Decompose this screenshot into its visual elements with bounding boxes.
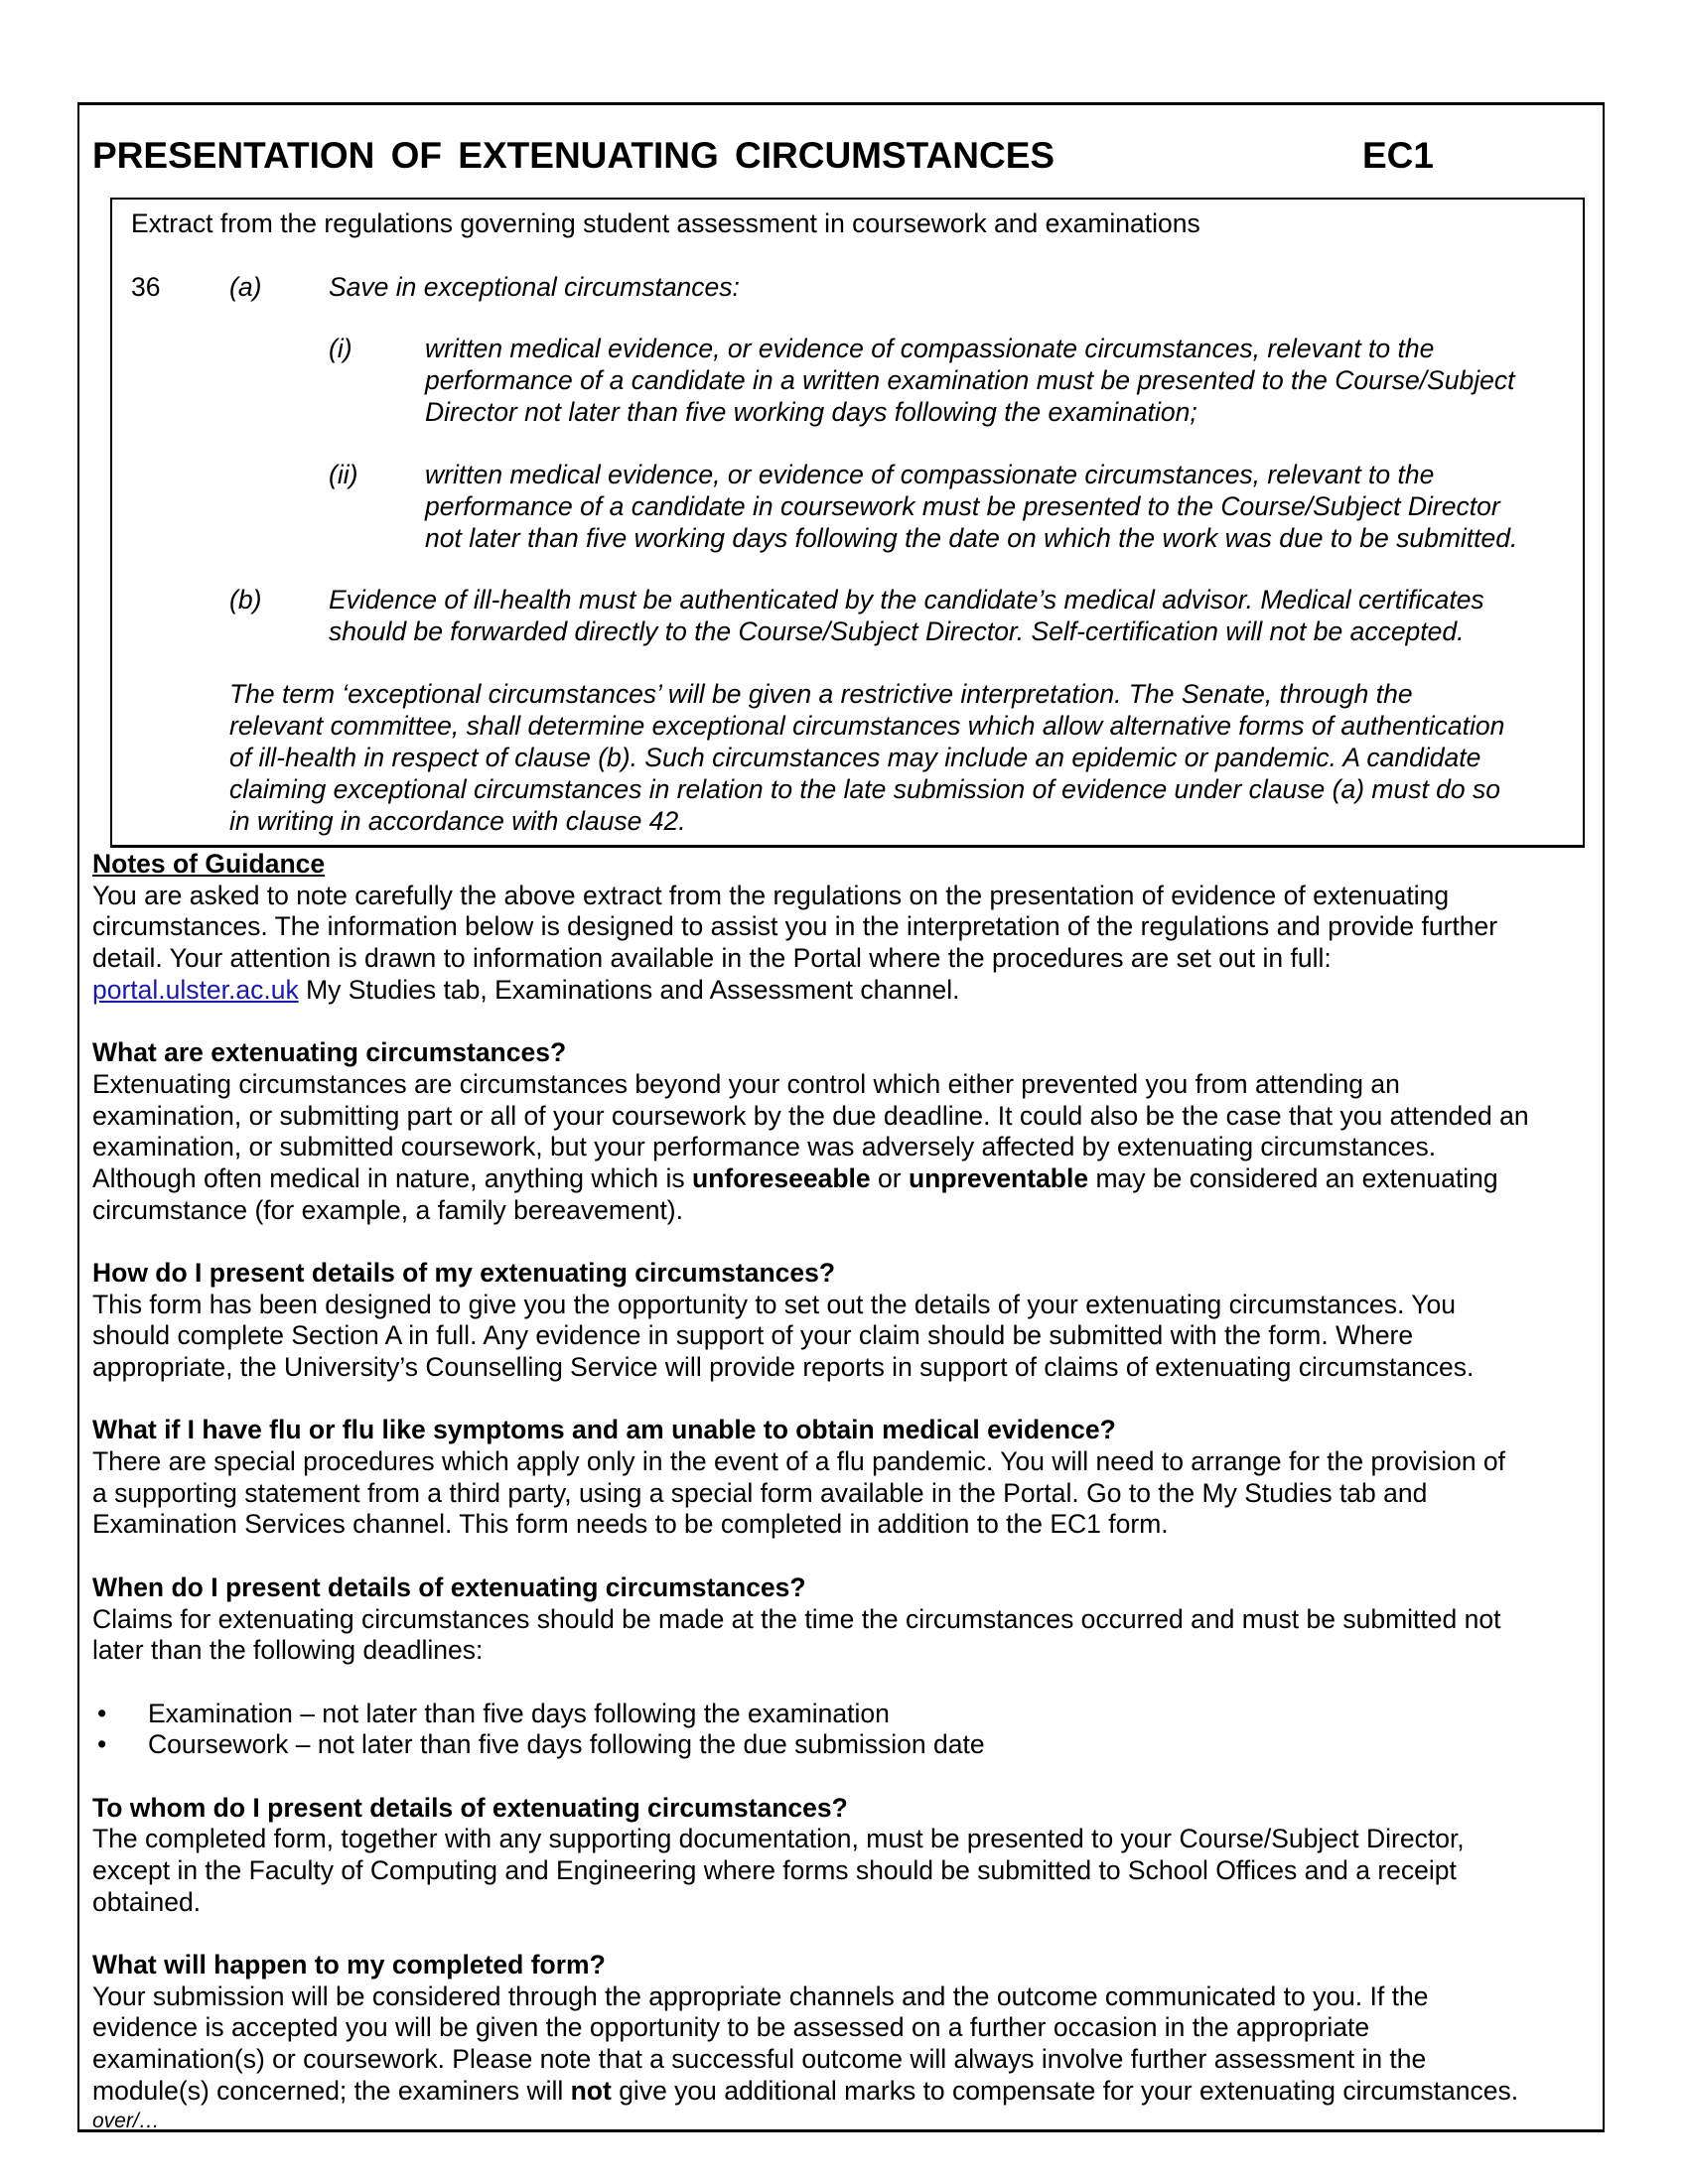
clause-a-label: (a): [229, 272, 262, 302]
emphasis-text: not: [570, 2075, 612, 2106]
text-line: relevant committee, shall determine exceptional circumstances which allow alternative forms of authentication: [229, 711, 1505, 741]
text-line: There are special procedures which apply only in the event of a flu pandemic. You will need to arrange for the provision of: [92, 1446, 1506, 1477]
text-line: evidence is accepted you will be given the opportunity to be assessed on a further occasion in the appropriate: [92, 2012, 1370, 2043]
spacer: [92, 1226, 1602, 1258]
text-line: examination, or submitted coursework, but your performance was adversely affected by extenuating circumstances.: [92, 1132, 1437, 1162]
text-line: circumstances. The information below is designed to assist you in the interpretation of the regulations and provide further: [92, 911, 1498, 942]
text-line: Your submission will be considered through the appropriate channels and the outcome communicated to you. If the: [92, 1980, 1429, 2011]
spacer: [92, 1667, 1602, 1699]
form-code: EC1: [1362, 135, 1434, 176]
text-line: Extenuating circumstances are circumstances beyond your control which either prevented you from attending an: [92, 1068, 1400, 1099]
text-line: This form has been designed to give you the opportunity to set out the details of your extenuating circumstances. You: [92, 1289, 1456, 1319]
bullet-item: [92, 1729, 1602, 1761]
text-line: Director not later than five working days following the examination;: [425, 397, 1197, 427]
text-line: examination(s) or coursework. Please note that a successful outcome will always involve further assessment in the: [92, 2044, 1427, 2075]
section-heading: What will happen to my completed form?: [92, 1950, 606, 1980]
continuation-note: over/…: [92, 2110, 160, 2132]
section-heading: What are extenuating circumstances?: [92, 1037, 567, 1068]
text-line: obtained.: [92, 1886, 202, 1917]
text-line: You are asked to note carefully the above extract from the regulations on the presentation of evidence of extenuating: [92, 880, 1450, 910]
text-segment: module(s) concerned; the examiners will: [92, 2075, 571, 2106]
section-heading: When do I present details of extenuating circumstances?: [92, 1571, 806, 1602]
exceptional-circumstances-note: [229, 678, 1504, 837]
text-line: written medical evidence, or evidence of compassionate circumstances, relevant to the: [425, 334, 1435, 363]
text-line: Claims for extenuating circumstances should be made at the time the circumstances occurred and must be submitted not: [92, 1603, 1501, 1634]
clause-a-text: Save in exceptional circumstances:: [329, 272, 740, 302]
section-heading: How do I present details of my extenuating circumstances?: [92, 1257, 836, 1288]
text-line: circumstance (for example, a family bereavement).: [92, 1194, 683, 1225]
text-segment: may be considered an extenuating: [1088, 1162, 1498, 1193]
spacer: [92, 1006, 1602, 1037]
extract-intro: Extract from the regulations governing student assessment in coursework and examinations: [131, 208, 1200, 238]
sub-ii-text: [425, 459, 1517, 554]
text-line: [92, 2076, 1602, 2108]
sub-i-text: [425, 333, 1514, 428]
notes-of-guidance: [92, 849, 1602, 2108]
text-line: except in the Faculty of Computing and Engineering where forms should be submitted to School Offices and a receipt: [92, 1855, 1457, 1885]
spacer: [92, 1384, 1602, 1416]
text-line: The term ‘exceptional circumstances’ will be given a restrictive interpretation. The Senate, through the: [229, 679, 1413, 709]
text-line: Examination Services channel. This form needs to be completed in addition to the EC1 form.: [92, 1509, 1169, 1540]
text-line: not later than five working days following the date on which the work was due to be submitted.: [425, 523, 1518, 553]
text-line: a supporting statement from a third party, using a special form available in the Portal. Go to the My Studies tab and: [92, 1477, 1428, 1508]
text-line: appropriate, the University’s Counselling Service will provide reports in support of claims of extenuating circumstances.: [92, 1352, 1475, 1382]
text-line: in writing in accordance with clause 42.: [229, 806, 686, 836]
text-line: [92, 1163, 1602, 1195]
text-line: [92, 975, 1602, 1007]
emphasis-text: unpreventable: [908, 1162, 1089, 1193]
clause-b-text: [329, 584, 1484, 647]
sub-ii-label: (ii): [329, 460, 358, 489]
spacer: [92, 1918, 1602, 1950]
section-heading: What if I have flu or flu like symptoms and am unable to obtain medical evidence?: [92, 1415, 1116, 1445]
text-segment: give you additional marks to compensate for your extenuating circumstances.: [611, 2075, 1519, 2106]
spacer: [92, 1541, 1602, 1572]
text-line: examination, or submitting part or all of your coursework by the due deadline. It could also be the case that you attended an: [92, 1100, 1529, 1131]
text-line: of ill-health in respect of clause (b). Such circumstances may include an epidemic or pandemic. A candidate: [229, 743, 1481, 772]
section-heading: To whom do I present details of extenuating circumstances?: [92, 1792, 848, 1823]
clause-b-label: (b): [229, 585, 262, 614]
spacer: [92, 1761, 1602, 1793]
text-segment: or: [870, 1162, 909, 1193]
regulation-number: 36: [131, 272, 161, 302]
bullet-icon: •: [97, 1698, 107, 1728]
guidance-heading: Notes of Guidance: [92, 849, 326, 879]
text-line: The completed form, together with any supporting documentation, must be presented to your Course/Subject Director,: [92, 1824, 1465, 1854]
text-line: performance of a candidate in a written examination must be presented to the Course/Subject: [425, 365, 1515, 395]
text-line: should be forwarded directly to the Course/Subject Director. Self-certification will not be accepted.: [329, 616, 1465, 646]
text-line: detail. Your attention is drawn to information available in the Portal where the procedures are set out in full:: [92, 943, 1332, 974]
text-line: claiming exceptional circumstances in relation to the late submission of evidence under clause (a) must do so: [229, 774, 1501, 804]
text-line: later than the following deadlines:: [92, 1635, 484, 1666]
text-segment: Although often medical in nature, anything which is: [92, 1162, 692, 1193]
portal-link[interactable]: portal.ulster.ac.uk: [92, 974, 299, 1005]
text-segment: My Studies tab, Examinations and Assessment channel.: [298, 974, 960, 1005]
text-line: Evidence of ill-health must be authenticated by the candidate’s medical advisor. Medical certificates: [329, 585, 1484, 614]
bullet-item: [92, 1699, 1602, 1730]
sub-i-label: (i): [329, 334, 352, 363]
emphasis-text: unforeseeable: [691, 1162, 871, 1193]
text-line: should complete Section A in full. Any evidence in support of your claim should be submitted with the form. Where: [92, 1320, 1414, 1351]
bullet-text: Examination – not later than five days following the examination: [148, 1698, 890, 1728]
page-title: PRESENTATION OF EXTENUATING CIRCUMSTANCES: [92, 135, 1055, 176]
bullet-text: Coursework – not later than five days following the due submission date: [148, 1729, 985, 1760]
bullet-icon: •: [97, 1729, 107, 1760]
text-line: performance of a candidate in coursework must be presented to the Course/Subject Director: [425, 491, 1500, 521]
text-line: written medical evidence, or evidence of compassionate circumstances, relevant to the: [425, 460, 1435, 489]
